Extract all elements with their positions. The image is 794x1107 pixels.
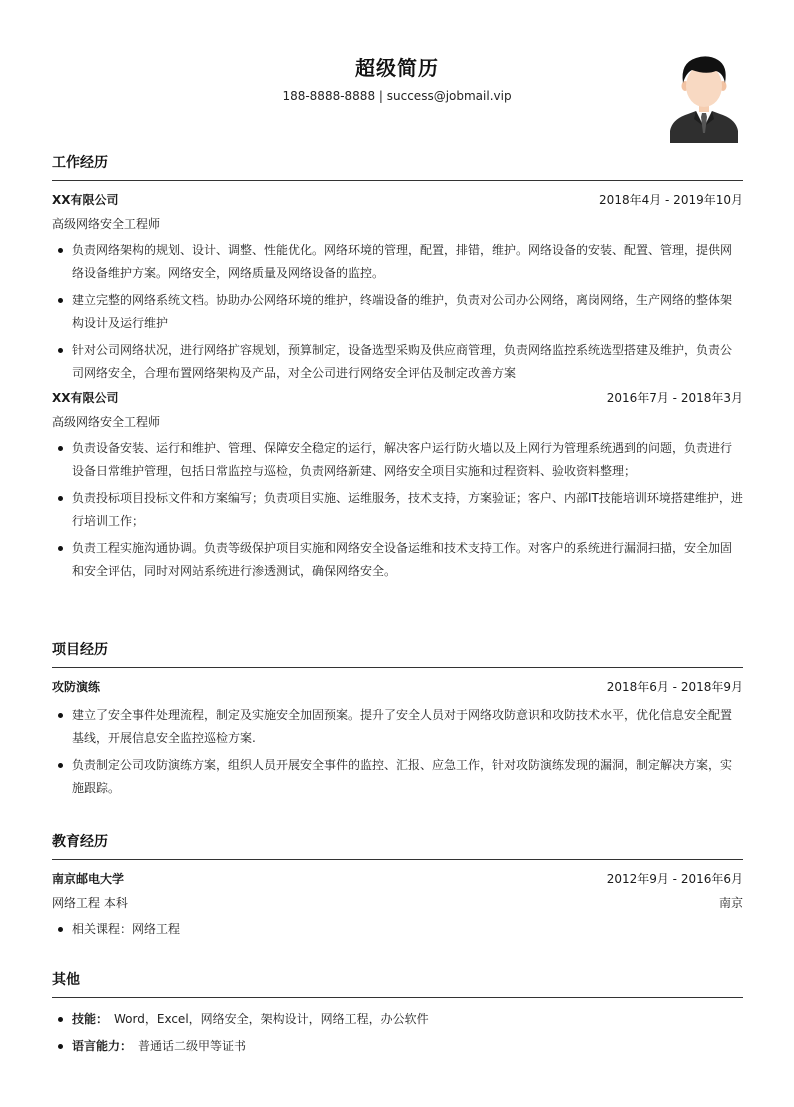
list-item: 针对公司网络状况，进行网络扩容规划，预算制定，设备选型采购及供应商管理，负责网络监控系统选型搭建及维护，负责公司网络安全，合理布置网络架构及产品，对全公司进行网络安全评估及制定改善方案 <box>72 339 743 385</box>
resume-content <box>52 152 743 1062</box>
work-entry <box>52 389 743 583</box>
resume-name: 超级简历 <box>355 56 439 80</box>
bullet-list <box>52 239 743 385</box>
language-label: 语言能力： <box>72 1039 133 1053</box>
date-range: 2018年6月 - 2018年9月 <box>606 680 743 694</box>
date-range: 2018年4月 - 2019年10月 <box>599 193 743 207</box>
bullet-list <box>52 437 743 583</box>
section-title-other: 其他 <box>52 969 743 998</box>
major-degree: 网络工程 本科 <box>52 896 128 910</box>
bullet-list <box>52 704 743 800</box>
list-item: 负责投标项目投标文件和方案编写；负责项目实施、运维服务，技术支持，方案验证；客户、内部IT技能培训环境搭建维护，进行培训工作； <box>72 487 743 533</box>
job-title: 高级网络安全工程师 <box>52 217 161 231</box>
bullet-list <box>52 918 743 941</box>
bullet-list <box>52 1008 743 1058</box>
date-range: 2012年9月 - 2016年6月 <box>606 872 743 886</box>
education-entry <box>52 870 743 941</box>
work-section <box>52 152 743 639</box>
location: 南京 <box>718 896 743 910</box>
section-title-projects: 项目经历 <box>52 639 743 668</box>
list-item <box>72 1035 743 1058</box>
list-item: 建立完整的网络系统文档。协助办公网络环境的维护，终端设备的维护，负责对公司办公网络，离岗网络，生产网络的整体架构设计及运行维护 <box>72 289 743 335</box>
skill-value: Word，Excel，网络安全，架构设计，网络工程，办公软件 <box>114 1012 429 1026</box>
section-title-work: 工作经历 <box>52 152 743 181</box>
contact-info: 188-8888-8888 | success@jobmail.vip <box>282 89 512 103</box>
section-title-education: 教育经历 <box>52 831 743 860</box>
education-section <box>52 831 743 969</box>
date-range: 2016年7月 - 2018年3月 <box>606 391 743 405</box>
company-name: XX有限公司 <box>52 391 119 405</box>
language-value: 普通话二级甲等证书 <box>138 1039 247 1053</box>
list-item <box>72 1008 743 1031</box>
list-item: 负责网络架构的规划、设计、调整、性能优化。网络环境的管理，配置，排错，维护。网络设备的安装、配置、管理，提供网络设备维护方案。网络安全，网络质量及网络设备的监控。 <box>72 239 743 285</box>
list-item: 负责设备安装、运行和维护、管理、保障安全稳定的运行，解决客户运行防火墙以及上网行为管理系统遇到的问题，负责进行设备日常维护管理，包括日常监控与巡检，负责网络新建、网络安全项目实施和过程资料、验收资料整理； <box>72 437 743 483</box>
skill-label: 技能： <box>72 1012 109 1026</box>
job-title: 高级网络安全工程师 <box>52 415 161 429</box>
list-item: 负责制定公司攻防演练方案，组织人员开展安全事件的监控、汇报、应急工作，针对攻防演练发现的漏洞，制定解决方案，实施跟踪。 <box>72 754 743 800</box>
work-entry <box>52 191 743 385</box>
avatar <box>666 53 742 143</box>
school-name: 南京邮电大学 <box>52 872 125 886</box>
list-item: 建立了安全事件处理流程，制定及实施安全加固预案。提升了安全人员对于网络攻防意识和攻防技术水平，优化信息安全配置基线，开展信息安全监控巡检方案. <box>72 704 743 750</box>
projects-section <box>52 639 743 831</box>
list-item: 相关课程：网络工程 <box>72 918 743 941</box>
other-section <box>52 969 743 1058</box>
list-item: 负责工程实施沟通协调。负责等级保护项目实施和网络安全设备运维和技术支持工作。对客户的系统进行漏洞扫描，安全加固和安全评估，同时对网站系统进行渗透测试，确保网络安全。 <box>72 537 743 583</box>
project-entry <box>52 678 743 800</box>
project-name: 攻防演练 <box>52 680 101 694</box>
company-name: XX有限公司 <box>52 193 119 207</box>
